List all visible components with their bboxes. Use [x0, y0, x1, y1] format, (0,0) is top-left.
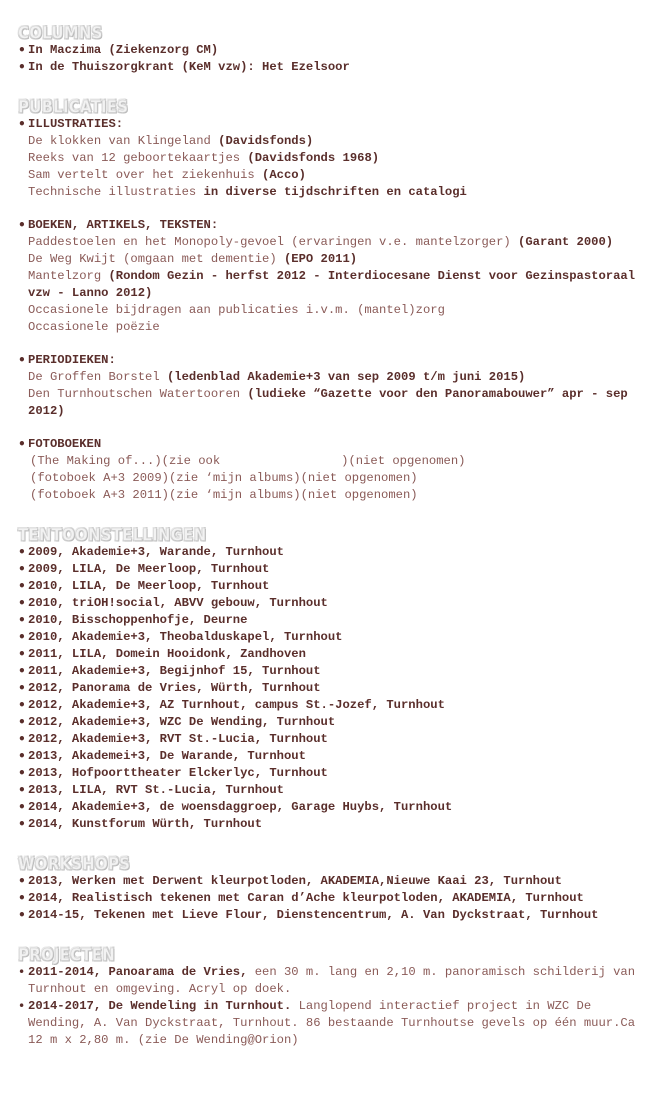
section-title-publicaties: PUBLICATIES — [18, 96, 129, 117]
list-item: • 2009, LILA, De Meerloop, Turnhout — [18, 561, 648, 578]
list-item: Paddestoelen en het Monopoly-gevoel (ervaringen v.e. mantelzorger) (Garant 2000) — [28, 235, 614, 249]
list-item: • 2014, Akademie+3, de woensdaggroep, Garage Huybs, Turnhout — [18, 799, 648, 816]
list-item: Mantelzorg (Rondom Gezin - herfst 2012 - Interdiocesane Dienst voor Gezinspastoraal vzw - Lanno 2012) — [28, 269, 636, 300]
list-item: • 2012, Panorama de Vries, Würth, Turnhout — [18, 680, 648, 697]
projecten-list — [18, 964, 648, 1049]
section-title-columns: COLUMNS — [18, 22, 103, 43]
subheading-boeken: • BOEKEN, ARTIKELS, TEKSTEN: — [18, 217, 648, 234]
list-item: De Groffen Borstel (ledenblad Akademie+3 van sep 2009 t/m juni 2015) — [28, 370, 526, 384]
list-item: Occasionele poëzie — [28, 320, 160, 334]
list-item: De Weg Kwijt (omgaan met dementie) (EPO 2011) — [28, 252, 358, 266]
list-item: (fotoboek A+3 2011)(zie ‘mijn albums)(niet opgenomen) — [30, 488, 418, 502]
list-item: Occasionele bijdragen aan publicaties i.v.m. (mantel)zorg — [28, 303, 445, 317]
list-item: • 2013, Hofpoorttheater Elckerlyc, Turnhout — [18, 765, 648, 782]
list-item: • 2012, Akademie+3, AZ Turnhout, campus St.-Jozef, Turnhout — [18, 697, 648, 714]
workshops-list — [18, 873, 648, 924]
list-item: • In Maczima (Ziekenzorg CM) — [18, 42, 648, 59]
section-title-tentoonstellingen: TENTOONSTELLINGEN — [18, 524, 207, 545]
list-item: Sam vertelt over het ziekenhuis (Acco) — [28, 168, 306, 182]
list-item: • 2009, Akademie+3, Warande, Turnhout — [18, 544, 648, 561]
list-item: • In de Thuiszorgkrant (KeM vzw): Het Ezelsoor — [18, 59, 648, 76]
subheading-periodieken: • PERIODIEKEN: — [18, 352, 648, 369]
list-item: • 2013, LILA, RVT St.-Lucia, Turnhout — [18, 782, 648, 799]
list-item: • 2010, triOH!social, ABVV gebouw, Turnhout — [18, 595, 648, 612]
list-item: Technische illustraties in diverse tijdschriften en catalogi — [28, 185, 467, 199]
list-item: • 2013, Akademei+3, De Warande, Turnhout — [18, 748, 648, 765]
list-item: (The Making of...)(zie ook )(niet opgenomen) — [30, 454, 466, 468]
list-item: De klokken van Klingeland (Davidsfonds) — [28, 134, 314, 148]
list-item: • 2011, Akademie+3, Begijnhof 15, Turnhout — [18, 663, 648, 680]
columns-list — [18, 42, 648, 76]
page-content — [18, 20, 648, 1049]
subheading-illustraties: • ILLUSTRATIES: — [18, 116, 648, 133]
list-item: • 2010, Bisschoppenhofje, Deurne — [18, 612, 648, 629]
list-item: • 2012, Akademie+3, WZC De Wending, Turnhout — [18, 714, 648, 731]
list-item: (fotoboek A+3 2009)(zie ‘mijn albums)(niet opgenomen) — [30, 471, 418, 485]
tentoonstellingen-list — [18, 544, 648, 833]
list-item: • 2011, LILA, Domein Hooidonk, Zandhoven — [18, 646, 648, 663]
list-item: • 2014-15, Tekenen met Lieve Flour, Dienstencentrum, A. Van Dyckstraat, Turnhout — [18, 907, 648, 924]
list-item: • 2014, Realistisch tekenen met Caran d’Ache kleurpotloden, AKADEMIA, Turnhout — [18, 890, 648, 907]
list-item: • 2010, LILA, De Meerloop, Turnhout — [18, 578, 648, 595]
list-item: • 2014-2017, De Wendeling in Turnhout. Langlopend interactief project in WZC De Wending, A. Van Dyckstraat, Turnhout. 86 bestaande Turnhoutse gevels op één muur.Ca 12 m x 2,80 m. (zie De Wending@Orion) — [18, 998, 648, 1049]
list-item: Reeks van 12 geboortekaartjes (Davidsfonds 1968) — [28, 151, 380, 165]
list-item: Den Turnhoutschen Watertooren (ludieke “Gazette voor den Panoramabouwer” apr - sep 2012) — [28, 387, 628, 418]
list-item: • 2010, Akademie+3, Theobalduskapel, Turnhout — [18, 629, 648, 646]
list-item: • 2012, Akademie+3, RVT St.-Lucia, Turnhout — [18, 731, 648, 748]
list-item: • 2011-2014, Panoarama de Vries, een 30 m. lang en 2,10 m. panoramisch schilderij van Turnhout en omgeving. Acryl op doek. — [18, 964, 648, 998]
subheading-fotoboeken: • FOTOBOEKEN — [18, 436, 648, 453]
list-item: • 2013, Werken met Derwent kleurpotloden, AKADEMIA,Nieuwe Kaai 23, Turnhout — [18, 873, 648, 890]
section-title-workshops: WORKSHOPS — [18, 853, 131, 874]
list-item: • 2014, Kunstforum Würth, Turnhout — [18, 816, 648, 833]
section-title-projecten: PROJECTEN — [18, 944, 115, 965]
